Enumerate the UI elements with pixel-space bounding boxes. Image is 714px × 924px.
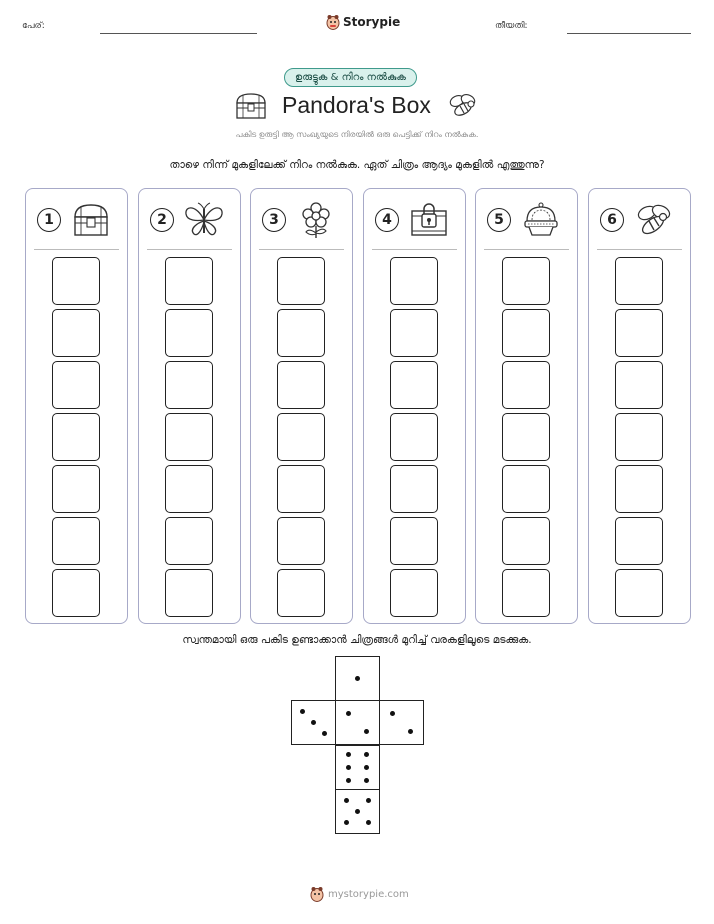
color-box[interactable]	[277, 309, 325, 357]
date-field[interactable]	[567, 33, 691, 34]
color-box[interactable]	[277, 361, 325, 409]
column-divider	[484, 249, 569, 250]
dice-pip	[355, 676, 360, 681]
name-field[interactable]	[100, 33, 257, 34]
column-1	[25, 188, 128, 624]
color-box[interactable]	[390, 361, 438, 409]
brand-logo	[326, 14, 400, 30]
butterfly-icon	[183, 201, 225, 239]
dice-pip	[366, 820, 371, 825]
color-box[interactable]	[277, 413, 325, 461]
dice-pip	[355, 809, 360, 814]
column-number: 5	[487, 208, 511, 232]
date-label: തീയതി:	[495, 21, 528, 31]
footer-url: mystorypie.com	[328, 888, 409, 900]
column-3	[250, 188, 353, 624]
page-subtitle: പകിട ഉരുട്ടി ആ സംഖ്യയുടെ നിരയിൽ ഒരു പെട്ടിക്ക് നിറം നൽകുക.	[235, 130, 479, 139]
color-box[interactable]	[502, 413, 550, 461]
dice-pip	[390, 711, 395, 716]
color-box[interactable]	[165, 309, 213, 357]
column-divider	[597, 249, 682, 250]
color-box[interactable]	[277, 465, 325, 513]
dice-face	[379, 700, 424, 745]
color-box[interactable]	[615, 361, 663, 409]
column-divider	[147, 249, 232, 250]
dice-pip	[364, 765, 369, 770]
name-label: പേര്:	[22, 21, 45, 31]
color-box[interactable]	[615, 257, 663, 305]
brand-name: Storypie	[343, 15, 401, 29]
column-5	[475, 188, 578, 624]
dice-instruction: സ്വന്തമായി ഒരു പകിട ഉണ്ടാക്കാൻ ചിത്രങ്ങൾ മുറിച്ച് വരകളിലൂടെ മടക്കുക.	[182, 634, 532, 646]
column-number: 4	[375, 208, 399, 232]
color-box[interactable]	[165, 361, 213, 409]
color-box[interactable]	[390, 309, 438, 357]
color-box[interactable]	[165, 517, 213, 565]
color-box[interactable]	[615, 465, 663, 513]
color-box[interactable]	[390, 569, 438, 617]
color-box[interactable]	[502, 361, 550, 409]
bee-icon	[633, 201, 675, 239]
color-box[interactable]	[390, 517, 438, 565]
color-box[interactable]	[502, 309, 550, 357]
column-number: 3	[262, 208, 286, 232]
color-box[interactable]	[502, 257, 550, 305]
dice-pip	[344, 798, 349, 803]
dice-pip	[300, 709, 305, 714]
color-box[interactable]	[165, 257, 213, 305]
color-box[interactable]	[52, 465, 100, 513]
color-box[interactable]	[52, 361, 100, 409]
bee-icon	[446, 92, 480, 120]
column-divider	[259, 249, 344, 250]
ornate-jar-icon	[520, 201, 562, 239]
color-box[interactable]	[502, 569, 550, 617]
page-title: Pandora's Box	[282, 92, 431, 118]
dice-pip	[344, 820, 349, 825]
color-box[interactable]	[502, 517, 550, 565]
dice-pip	[311, 720, 316, 725]
color-box[interactable]	[52, 517, 100, 565]
color-box[interactable]	[615, 569, 663, 617]
dice-pip	[346, 778, 351, 783]
dice-pip	[346, 711, 351, 716]
color-box[interactable]	[502, 465, 550, 513]
color-box[interactable]	[615, 517, 663, 565]
color-box[interactable]	[165, 569, 213, 617]
color-box[interactable]	[52, 309, 100, 357]
color-box[interactable]	[165, 413, 213, 461]
dice-pip	[408, 729, 413, 734]
dice-pip	[346, 752, 351, 757]
dice-pip	[366, 798, 371, 803]
color-box[interactable]	[52, 569, 100, 617]
column-number: 6	[600, 208, 624, 232]
dice-pip	[346, 765, 351, 770]
dice-face	[335, 745, 380, 790]
column-6	[588, 188, 691, 624]
color-box[interactable]	[277, 517, 325, 565]
locked-box-icon	[408, 201, 450, 239]
dice-pip	[364, 778, 369, 783]
coloring-instruction: താഴെ നിന്ന് മുകളിലേക്ക് നിറം നൽകുക. ഏത് ചിത്രം ആദ്യം മുകളിൽ എത്തുന്നു?	[169, 159, 545, 171]
flower-icon	[295, 201, 337, 239]
footer	[310, 886, 409, 902]
color-box[interactable]	[390, 257, 438, 305]
color-box[interactable]	[390, 413, 438, 461]
color-box[interactable]	[165, 465, 213, 513]
color-box[interactable]	[52, 257, 100, 305]
column-divider	[34, 249, 119, 250]
color-box[interactable]	[277, 569, 325, 617]
activity-type-pill: ഉരുട്ടുക & നിറം നൽകുക	[284, 68, 417, 87]
color-box[interactable]	[277, 257, 325, 305]
storypie-mascot-icon	[310, 886, 324, 902]
column-4	[363, 188, 466, 624]
dice-pip	[364, 752, 369, 757]
color-box[interactable]	[615, 309, 663, 357]
color-box[interactable]	[390, 465, 438, 513]
dice-face	[335, 700, 380, 745]
color-box[interactable]	[615, 413, 663, 461]
treasure-chest-icon	[70, 201, 112, 239]
color-box[interactable]	[52, 413, 100, 461]
treasure-chest-icon	[234, 91, 268, 121]
column-number: 1	[37, 208, 61, 232]
dice-face	[291, 700, 336, 745]
column-2	[138, 188, 241, 624]
dice-face	[335, 789, 380, 834]
dice-pip	[322, 731, 327, 736]
dice-pip	[364, 729, 369, 734]
column-divider	[372, 249, 457, 250]
storypie-mascot-icon	[326, 14, 340, 30]
column-number: 2	[150, 208, 174, 232]
dice-face	[335, 656, 380, 701]
